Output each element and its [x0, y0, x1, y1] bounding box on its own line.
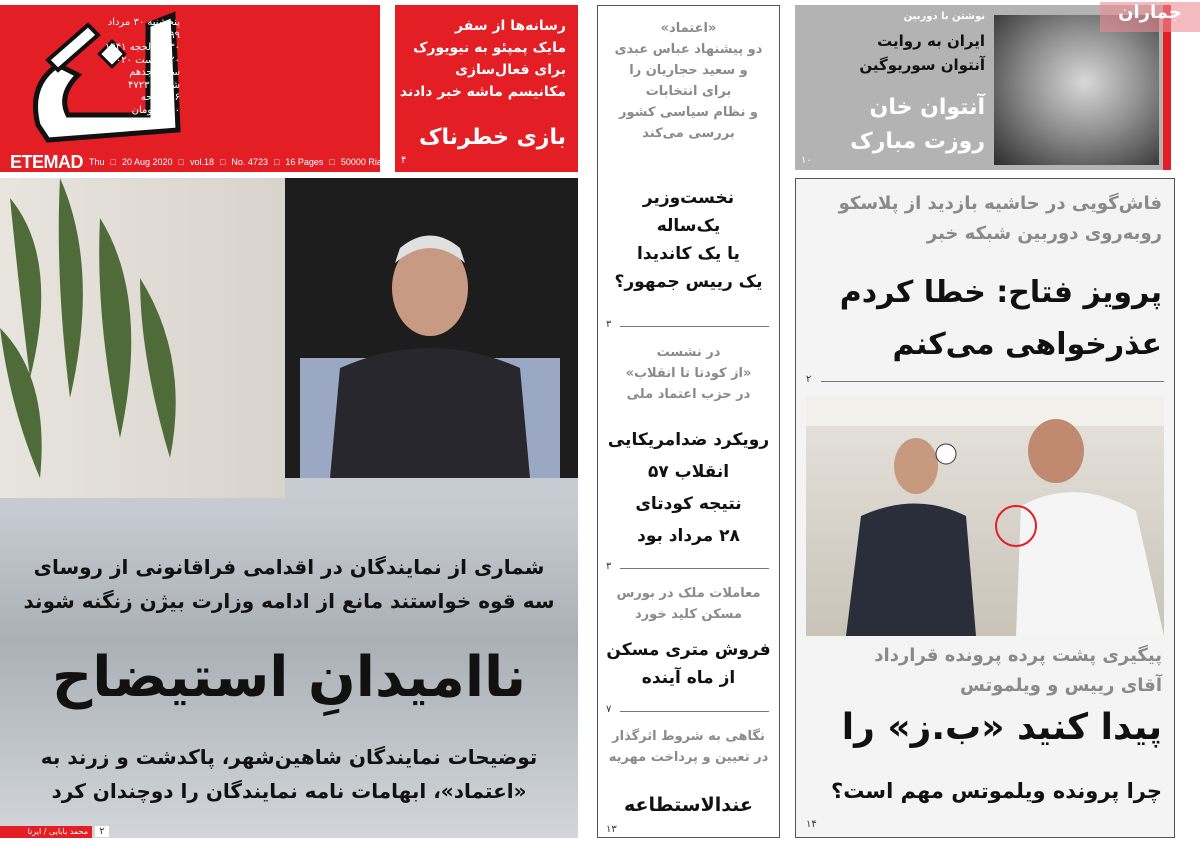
- page-ref: ۲: [95, 826, 109, 837]
- teaser-kicker: رسانه‌ها از سفر مایک پمپئو به نیویورک برای فعال‌سازی مکانیسم ماشه خبر دادند: [399, 18, 566, 100]
- volume-year: سال هجدهم: [129, 67, 180, 78]
- number: No. 4723: [231, 157, 268, 167]
- main-headline: نا‌امیدانِ استیضاح: [51, 645, 527, 710]
- culture-headline: آنتوان خان روزت مبارک: [850, 95, 985, 154]
- date-persian: پنجشنبه ۳۰ مرداد ۱۳۹۹: [107, 17, 180, 41]
- page-ref: ۱۰: [801, 155, 812, 166]
- main-kicker: شماری از نمایندگان در اقدامی فراقانونی از روسای سه قوه خواستند مانع از ادامه وزارت بیژن زنگنه شوند: [23, 555, 555, 613]
- editorial-headline[interactable]: نخست‌وزیر یک‌ساله یا یک کاندیدا یک رییس جمهور؟: [614, 188, 763, 292]
- middle-column: [597, 5, 780, 838]
- page-ref: ۳: [606, 319, 612, 330]
- football-meeting-photo: [806, 396, 1164, 636]
- portrait-photo: [994, 15, 1159, 165]
- story4-kicker: نگاهی به شروط اثرگذار در تعیین و پرداخت مهریه: [608, 729, 769, 765]
- masthead-info-bar: ETEMAD Thu □ 20 Aug 2020 □ vol.18 □ No. 4723 □ 16 Pages □ 50000 Rials: [10, 151, 389, 172]
- day: Thu: [89, 157, 105, 167]
- date-hijri: ۳۰ ذی‌الحجه ۱۴۴۱: [105, 42, 180, 53]
- culture-subhead: ایران به روایت آنتوان سوریوگین: [859, 32, 985, 74]
- main-summary: توضیحات نمایندگان شاهین‌شهر، پاکدشت و زرند به «اعتماد»، ابهامات نامه نمایندگان را دوچندان کرد: [40, 745, 538, 803]
- divider: [620, 568, 769, 569]
- photo-credit: محمد بابایی / ایرنا: [0, 826, 92, 838]
- story3-headline[interactable]: فروش متری مسکن از ماه آینده: [606, 640, 771, 688]
- masthead: [0, 5, 389, 172]
- story2-headline[interactable]: پیدا کنید «ب.ز» را: [841, 707, 1162, 748]
- page-ref: ۲: [806, 374, 812, 385]
- teaser-headline: بازی خطرناک: [418, 125, 566, 150]
- main-story[interactable]: [0, 178, 578, 838]
- divider: [620, 711, 769, 712]
- story2-subhead: چرا پرونده ویلموتس مهم است؟: [831, 779, 1162, 803]
- culture-kicker: نوشتن با دوربین: [903, 11, 985, 22]
- teaser-box[interactable]: [395, 5, 578, 172]
- page-ref: ۱۴: [806, 819, 817, 830]
- price: ۵۰۰۰ تومان: [131, 104, 180, 116]
- price-rials: 50000 Rials: [340, 157, 389, 167]
- story2-kicker: در نشست «از کودتا تا انقلاب» در حزب اعتماد ملی: [625, 345, 752, 402]
- right-column: [795, 178, 1175, 838]
- story2-headline[interactable]: رویکرد ضدامریکایی انقلاب ۵۷ نتیجه کودتای ۲۸ مرداد بود: [607, 430, 770, 546]
- story1-kicker: فاش‌گویی در حاشیه بازدید از پلاسکو روبه‌روی دوربین شبکه خبر: [838, 193, 1162, 244]
- issue-dates: [100, 17, 180, 117]
- page-ref: ۳: [606, 561, 612, 572]
- editorial-kicker: «اعتماد» دو پیشنهاد عباس عبدی و سعید حجاریان را برای انتخابات و نظام سیاسی کشور بررسی می‌کند: [614, 21, 763, 141]
- story2-kicker: پیگیری پشت پرده پرونده قرارداد آقای رییس و ویلموتس: [874, 645, 1162, 696]
- page-ref: ۷: [606, 704, 612, 715]
- page-count: ۱۶ صفحه: [140, 92, 180, 103]
- name-latin: ETEMAD: [10, 151, 83, 172]
- pages: 16 Pages: [285, 157, 324, 167]
- divider: [821, 381, 1164, 382]
- story1-headline[interactable]: پرویز فتاح: خطا کردم عذرخواهی می‌کنم: [839, 275, 1162, 362]
- date-gregorian: ۲۰ آگوست ۲۰۲۰: [110, 54, 180, 66]
- photo-person: [300, 218, 560, 478]
- story3-kicker: معاملات ملک در بورس مسکن کلید خورد: [616, 586, 761, 622]
- page-ref: ۱۳: [606, 824, 617, 835]
- plant-leaves: [0, 178, 190, 498]
- divider: [620, 326, 769, 327]
- page-ref: ۴: [401, 155, 407, 166]
- story4-headline[interactable]: عندالاستطاعه: [624, 794, 753, 816]
- date: 20 Aug 2020: [121, 157, 173, 167]
- jamaran-watermark: جماران: [1100, 2, 1200, 32]
- issue-number: شماره ۴۷۲۳: [128, 79, 180, 91]
- volume: vol.18: [189, 157, 214, 167]
